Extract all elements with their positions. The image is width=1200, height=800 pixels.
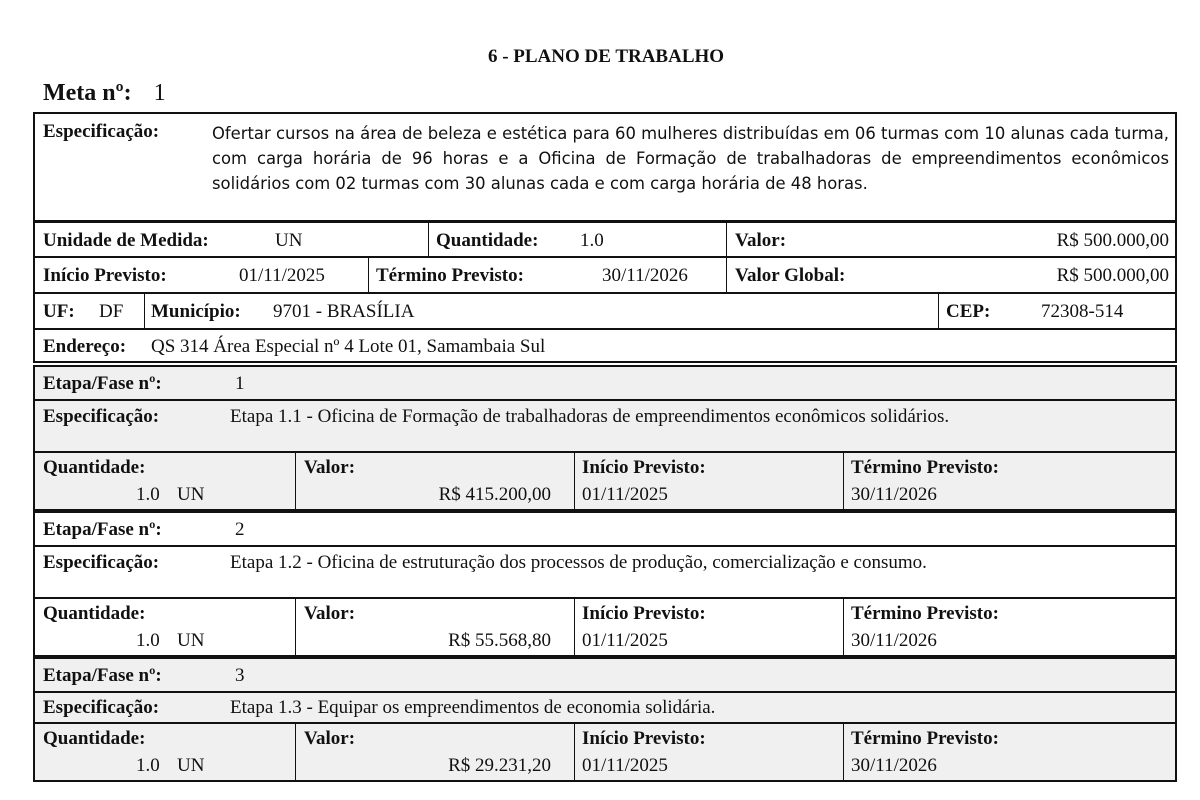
phase-value: R$ 55.568,80 (448, 630, 551, 651)
quantity-label: Quantidade: (436, 230, 539, 251)
divider (428, 223, 429, 256)
phase-qty-label: Quantidade: (43, 603, 146, 624)
phase-qty: 1.0 (136, 630, 160, 651)
divider (574, 453, 575, 509)
value-label: Valor: (735, 230, 787, 251)
phase-spec-label: Especificação: (43, 552, 160, 573)
phase-unit: UN (177, 484, 205, 505)
start-label: Início Previsto: (43, 265, 167, 286)
phase-qty-label: Quantidade: (43, 457, 146, 478)
unit-label: Unidade de Medida: (43, 230, 209, 251)
summary-row-unit (33, 221, 1177, 258)
end-label: Término Previsto: (376, 265, 524, 286)
phase-value-label: Valor: (304, 603, 356, 624)
phase-qty: 1.0 (136, 484, 160, 505)
end-value: 30/11/2026 (602, 265, 688, 286)
divider (843, 599, 844, 655)
phase-3-header (33, 657, 1177, 693)
municipio-label: Município: (151, 301, 241, 322)
phase-end: 30/11/2026 (851, 630, 937, 651)
meta-value: 1 (153, 80, 166, 106)
phase-qty: 1.0 (136, 755, 160, 776)
phase-value-label: Valor: (304, 728, 356, 749)
divider (726, 258, 727, 292)
divider (574, 724, 575, 780)
cep-label: CEP: (946, 301, 991, 322)
phase-value: R$ 415.200,00 (438, 484, 551, 505)
phase-end-label: Término Previsto: (851, 457, 999, 478)
address-value: QS 314 Área Especial nº 4 Lote 01, Samambaia Sul (151, 336, 546, 357)
phase-number-label: Etapa/Fase nº: (43, 519, 162, 540)
phase-spec-text: Etapa 1.3 - Equipar os empreendimentos de economia solidária. (230, 697, 716, 718)
phase-number-label: Etapa/Fase nº: (43, 373, 162, 394)
meta-specification-box (33, 112, 1177, 222)
divider (726, 223, 727, 256)
divider (843, 453, 844, 509)
meta-line (43, 80, 166, 107)
start-value: 01/11/2025 (239, 265, 325, 286)
phase-number: 3 (235, 665, 245, 686)
value-amount: R$ 500.000,00 (1056, 230, 1169, 251)
phase-2-header (33, 511, 1177, 547)
phase-spec-label: Especificação: (43, 406, 160, 427)
unit-value: UN (275, 230, 303, 251)
specification-label: Especificação: (43, 121, 160, 142)
global-value-label: Valor Global: (735, 265, 846, 286)
phase-start: 01/11/2025 (582, 755, 668, 776)
phase-number: 1 (235, 373, 245, 394)
uf-label: UF: (43, 301, 75, 322)
divider (938, 294, 939, 328)
phase-start: 01/11/2025 (582, 484, 668, 505)
summary-row-dates (33, 256, 1177, 294)
phase-start-label: Início Previsto: (582, 457, 706, 478)
uf-value: DF (99, 301, 124, 322)
address-label: Endereço: (43, 336, 127, 357)
meta-label: Meta nº: (43, 80, 132, 106)
divider (295, 453, 296, 509)
phase-start-label: Início Previsto: (582, 728, 706, 749)
cep-value: 72308-514 (1041, 301, 1124, 322)
phase-end-label: Término Previsto: (851, 728, 999, 749)
phase-spec-text: Etapa 1.2 - Oficina de estruturação dos processos de produção, comercialização e consumo. (230, 552, 927, 573)
summary-row-address (33, 328, 1177, 363)
divider (144, 294, 145, 328)
phase-3-details (33, 722, 1177, 782)
municipio-value: 9701 - BRASÍLIA (273, 301, 415, 322)
divider (368, 258, 369, 292)
divider (574, 599, 575, 655)
phase-start: 01/11/2025 (582, 630, 668, 651)
phase-qty-label: Quantidade: (43, 728, 146, 749)
phase-end: 30/11/2026 (851, 755, 937, 776)
phase-unit: UN (177, 630, 205, 651)
phase-1-header (33, 365, 1177, 401)
phase-3-spec (33, 691, 1177, 724)
global-value-amount: R$ 500.000,00 (1056, 265, 1169, 286)
specification-text: Ofertar cursos na área de beleza e estética para 60 mulheres distribuídas em 06 turmas com 10 alunas cada turma, com carga horária de 96 horas e a Oficina de Formação de trabalhadoras de empreendimentos econômicos solidários com 02 turmas com 30 alunas cada e com carga horária de 48 horas. (212, 124, 1169, 193)
phase-number-label: Etapa/Fase nº: (43, 665, 162, 686)
phase-number: 2 (235, 519, 245, 540)
phase-value-label: Valor: (304, 457, 356, 478)
phase-2-details (33, 597, 1177, 657)
phase-1-details (33, 451, 1177, 511)
phase-value: R$ 29.231,20 (448, 755, 551, 776)
phase-start-label: Início Previsto: (582, 603, 706, 624)
phase-unit: UN (177, 755, 205, 776)
phase-spec-text: Etapa 1.1 - Oficina de Formação de trabalhadoras de empreendimentos econômicos solidários. (230, 406, 950, 427)
phase-spec-label: Especificação: (43, 697, 160, 718)
summary-row-location (33, 292, 1177, 330)
phase-end-label: Término Previsto: (851, 603, 999, 624)
divider (295, 724, 296, 780)
phase-1-spec (33, 399, 1177, 453)
quantity-value: 1.0 (580, 230, 604, 251)
phase-2-spec (33, 545, 1177, 599)
phase-end: 30/11/2026 (851, 484, 937, 505)
divider (843, 724, 844, 780)
divider (295, 599, 296, 655)
page-title: 6 - PLANO DE TRABALHO (487, 46, 725, 67)
